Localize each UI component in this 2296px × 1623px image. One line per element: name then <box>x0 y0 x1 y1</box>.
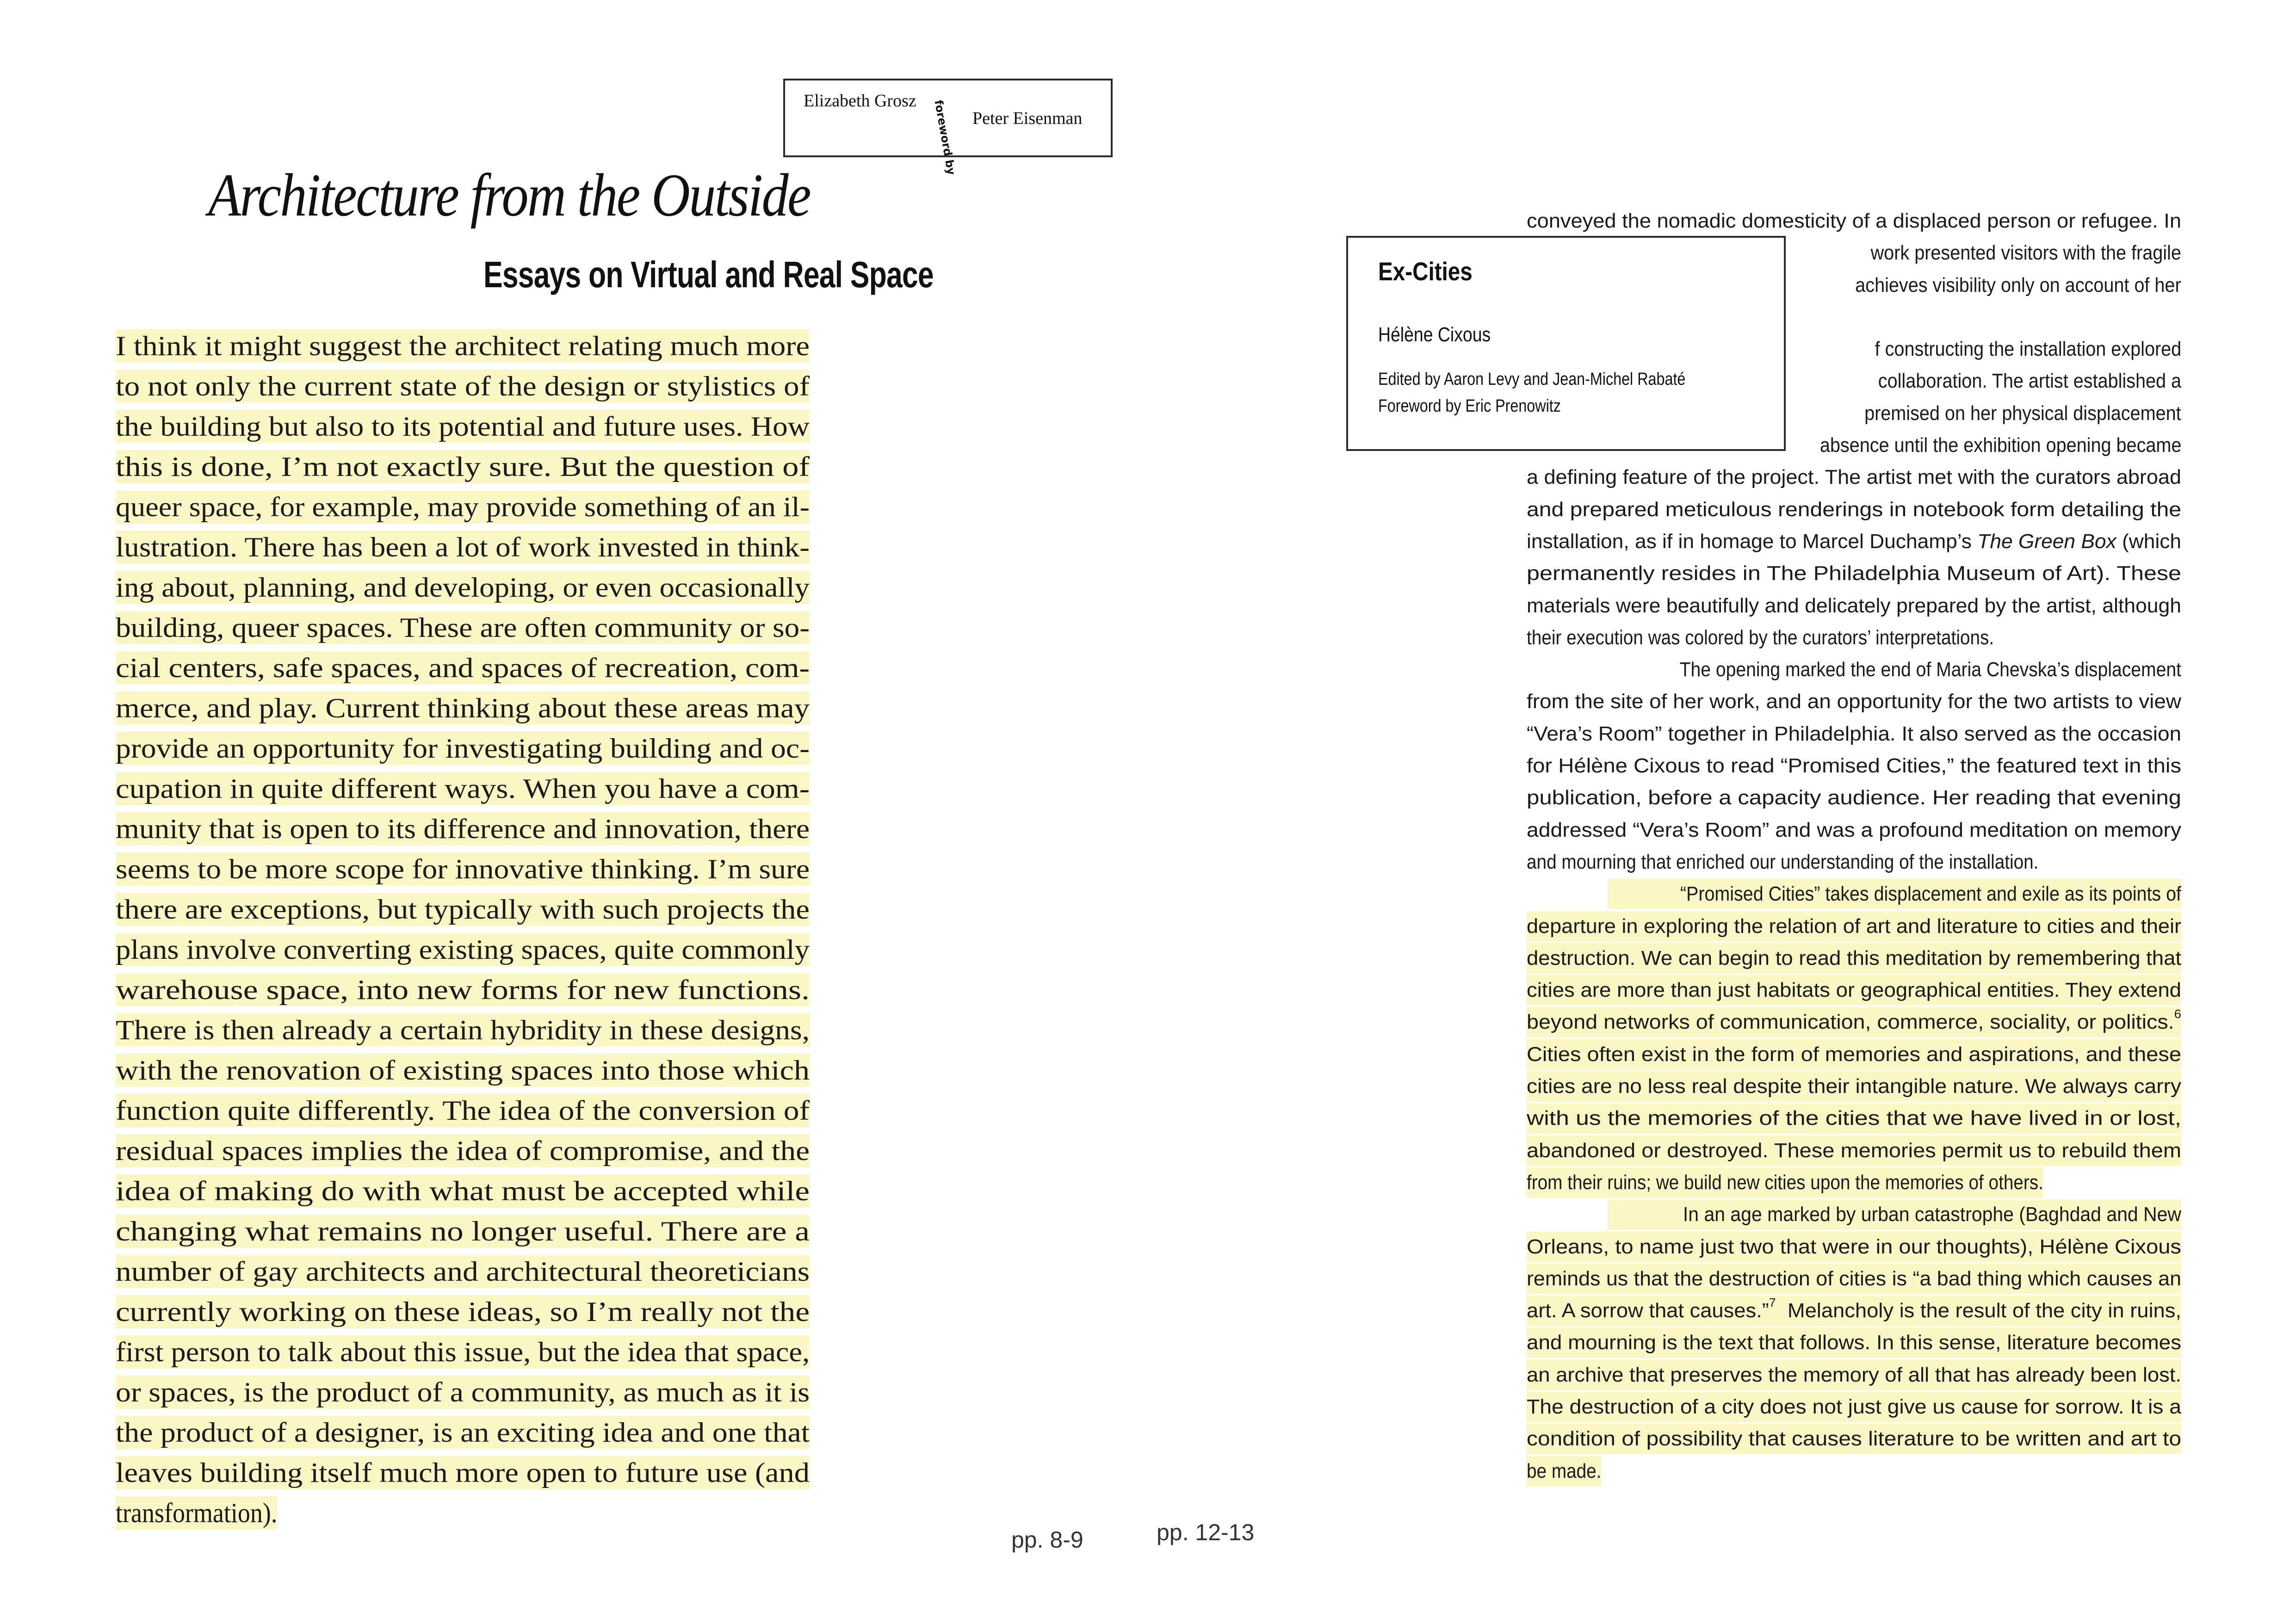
excerpt-line-text: building, queer spaces. These are often community or so- <box>116 611 810 644</box>
body-line-text <box>1527 911 2181 942</box>
page-label-right: pp. 12-13 <box>1157 1519 1255 1545</box>
body-line-main: reminds us that the destruction of cities is “a bad thing which causes an <box>1527 1267 2181 1290</box>
body-line-main: from their ruins; we build new cities upon the memories of others. <box>1527 1171 2043 1194</box>
body-line-main: “Promised Cities” takes displacement and exile as its points of <box>1680 882 2181 906</box>
excerpt-line-text: there are exceptions, but typically with such projects the <box>116 893 810 926</box>
page-label-left: pp. 8-9 <box>1011 1527 1083 1553</box>
excerpt-line <box>116 1295 810 1335</box>
foreword-author: Peter Eisenman <box>972 109 1083 128</box>
body-line-text <box>1527 1039 2181 1070</box>
excerpt-line <box>116 1094 810 1134</box>
body-line-text <box>1527 1007 2181 1037</box>
body-line-main: and mourning is the text that follows. In this sense, literature becomes <box>1527 1331 2181 1354</box>
excerpt-line <box>116 1215 810 1255</box>
body-line-text <box>1527 1264 2181 1294</box>
excerpt-line <box>116 812 810 852</box>
body-line-text <box>1608 654 2181 685</box>
body-line-main: with us the memories of the cities that we have lived in or lost, <box>1527 1107 2181 1130</box>
body-line <box>1527 494 2181 526</box>
body-line <box>1527 1135 2181 1167</box>
body-line <box>1527 943 2181 975</box>
body-line-text <box>1878 366 2181 396</box>
excerpt-line-text: ing about, planning, and developing, or even occasionally <box>116 571 810 604</box>
excerpt-line-text: or spaces, is the product of a community, as much as it is <box>116 1376 810 1409</box>
excerpt-line <box>116 410 810 450</box>
excerpt-line-text: There is then already a certain hybridity in these designs, <box>116 1013 810 1047</box>
body-line <box>1527 879 2181 911</box>
body-line-main: addressed “Vera’s Room” and was a profound meditation on memory <box>1527 818 2181 841</box>
ex-cities-title: Ex-Cities <box>1378 257 1473 286</box>
body-line-main: for Hélène Cixous to read “Promised Cities,” the featured text in this <box>1527 754 2181 778</box>
body-line-text <box>1527 1135 2181 1166</box>
body-line-main: permanently resides in The Philadelphia Museum of Art). These <box>1527 562 2181 585</box>
excerpt-line <box>116 329 810 370</box>
excerpt-line-text: warehouse space, into new forms for new functions. <box>116 973 810 1006</box>
body-line <box>1527 1199 2181 1231</box>
body-line <box>1527 1456 2181 1488</box>
footnote-marker: 7 <box>1769 1296 1776 1310</box>
excerpt-line <box>116 531 810 571</box>
excerpt-line-text: first person to talk about this issue, but the idea that space, <box>116 1335 810 1369</box>
excerpt-line <box>116 450 810 490</box>
excerpt-line-text: leaves building itself much more open to future use (and <box>116 1456 810 1489</box>
body-line-text <box>1527 1232 2181 1262</box>
body-line <box>1527 847 2181 879</box>
body-line-main: from the site of her work, and an opportunity for the two artists to view <box>1527 690 2181 713</box>
body-line <box>1527 526 2181 558</box>
body-line-text <box>1527 591 2181 621</box>
body-line-main: departure in exploring the relation of art and literature to cities and their <box>1527 914 2181 938</box>
body-line-text <box>1527 1424 2181 1454</box>
body-line <box>1527 206 2181 238</box>
excerpt-line-text: number of gay architects and architectural theoreticians <box>116 1255 810 1288</box>
body-line-text <box>1527 1392 2181 1422</box>
ex-cities-foreword: Foreword by Eric Prenowitz <box>1378 396 1561 416</box>
body-line-main: a defining feature of the project. The artist met with the curators abroad <box>1527 466 2181 489</box>
excerpt-line-text: lustration. There has been a lot of work invested in think- <box>116 531 810 564</box>
excerpt-line-text: plans involve converting existing spaces, quite commonly <box>116 933 810 966</box>
book-title: Architecture from the Outside <box>208 161 810 229</box>
excerpt-line-text: to not only the current state of the design or stylistics of <box>116 370 810 403</box>
body-line-text <box>1875 334 2181 364</box>
body-line-text <box>1608 879 2181 909</box>
body-line-text <box>1527 462 2181 493</box>
body-line-text <box>1527 1327 2181 1358</box>
body-line-text <box>1527 558 2181 589</box>
excerpt-line-text: the building but also to its potential and future uses. How <box>116 410 810 443</box>
excerpt-line <box>116 933 810 973</box>
body-line <box>1527 1232 2181 1264</box>
body-line-text <box>1527 783 2181 813</box>
excerpt-line-text: this is done, I’m not exactly sure. But the question of <box>116 450 810 483</box>
ex-cities-author: Hélène Cixous <box>1378 323 1491 346</box>
body-line-main: In an age marked by urban catastrophe (Baghdad and New <box>1683 1203 2181 1226</box>
ex-cities-title-box <box>1346 236 1786 451</box>
body-line <box>1527 1296 2181 1327</box>
body-line <box>1527 815 2181 847</box>
excerpt-line <box>116 1335 810 1376</box>
excerpt-line-text: function quite differently. The idea of the conversion of <box>116 1094 810 1127</box>
excerpt-line <box>116 1174 810 1215</box>
excerpt-line-text: seems to be more scope for innovative thinking. I’m sure <box>116 852 810 886</box>
body-line-main: destruction. We can begin to read this meditation by remembering that <box>1527 946 2181 969</box>
body-line <box>1527 1007 2181 1039</box>
body-line-text <box>1856 270 2181 301</box>
excerpt-line <box>116 852 810 893</box>
body-line-main: work presented visitors with the fragile <box>1870 241 2181 265</box>
excerpt-line-text: cupation in quite different ways. When you have a com- <box>116 772 810 805</box>
excerpt-line-text: the product of a designer, is an exciting idea and one that <box>116 1416 810 1449</box>
excerpt-line-text: I think it might suggest the architect relating much more <box>116 329 810 363</box>
body-line-text <box>1864 398 2181 429</box>
authors-box <box>783 79 1113 176</box>
body-line <box>1527 686 2181 718</box>
body-line <box>1527 558 2181 590</box>
body-line-text <box>1527 847 2038 877</box>
excerpt-line <box>116 1376 810 1416</box>
body-line-text <box>1527 943 2181 974</box>
excerpt-line <box>116 490 810 531</box>
excerpt-line-text: residual spaces implies the idea of compromise, and the <box>116 1134 810 1167</box>
body-line-main: condition of possibility that causes literature to be written and art to <box>1527 1427 2181 1450</box>
body-line-main: an archive that preserves the memory of all that has already been lost. <box>1527 1363 2181 1386</box>
excerpt-line-text: changing what remains no longer useful. There are a <box>116 1215 810 1248</box>
excerpt-line-text: transformation). <box>116 1496 277 1530</box>
left-page-excerpt <box>116 329 810 1537</box>
body-line <box>1527 911 2181 943</box>
excerpt-line <box>116 370 810 410</box>
excerpt-line <box>116 1134 810 1174</box>
excerpt-line <box>116 732 810 772</box>
book-subtitle: Essays on Virtual and Real Space <box>483 254 934 295</box>
body-line-main: Cities often exist in the form of memories and aspirations, and these <box>1527 1043 2181 1066</box>
foreword-label: foreword by <box>932 99 958 176</box>
body-line-main: and mourning that enriched our understanding of the installation. <box>1527 850 2039 873</box>
body-line <box>1527 1392 2181 1424</box>
body-line <box>1527 1039 2181 1071</box>
body-line-main: Orleans, to name just two that were in our thoughts), Hélène Cixous <box>1527 1235 2181 1258</box>
body-line <box>1527 1071 2181 1103</box>
body-line-text <box>1527 623 1994 653</box>
excerpt-line <box>116 1496 810 1537</box>
body-line-text <box>1608 1199 2181 1230</box>
body-line <box>1527 654 2181 686</box>
body-line-main: “Vera’s Room” together in Philadelphia. It also served as the occasion <box>1527 722 2181 745</box>
excerpt-line <box>116 1456 810 1496</box>
body-line-main: art. A sorrow that causes.” <box>1527 1299 1769 1322</box>
body-line-main: achieves visibility only on account of her <box>1855 273 2181 296</box>
body-line <box>1527 1103 2181 1135</box>
body-line <box>1527 975 2181 1007</box>
body-line <box>1527 623 2181 654</box>
excerpt-line-text: cial centers, safe spaces, and spaces of recreation, com- <box>116 651 810 685</box>
excerpt-line-text: provide an opportunity for investigating building and oc- <box>116 732 810 765</box>
body-line-main: absence until the exhibition opening became <box>1819 434 2181 457</box>
body-line <box>1527 783 2181 815</box>
body-line <box>1527 1360 2181 1392</box>
excerpt-line <box>116 571 810 611</box>
body-line-text <box>1871 238 2181 268</box>
excerpt-line <box>116 973 810 1013</box>
body-line-text <box>1527 751 2181 781</box>
body-line-tail: Melancholy is the result of the city in ruins, <box>1776 1299 2181 1322</box>
body-line-text <box>1527 815 2181 845</box>
excerpt-line <box>116 651 810 691</box>
body-line-text <box>1527 719 2181 749</box>
excerpt-line-text: merce, and play. Current thinking about these areas may <box>116 691 810 725</box>
excerpt-line <box>116 691 810 732</box>
body-line <box>1527 591 2181 623</box>
excerpt-line <box>116 1416 810 1456</box>
body-line-main: cities are no less real despite their intangible nature. We always carry <box>1527 1075 2181 1098</box>
body-line-main: conveyed the nomadic domesticity of a displaced person or refugee. In <box>1527 210 2181 232</box>
body-line-main: premised on her physical displacement <box>1864 401 2181 425</box>
body-line-main: installation, as if in homage to Marcel Duchamp’s The Green Box (which <box>1527 530 2181 553</box>
body-line-text <box>1527 526 2181 557</box>
body-line-text <box>1527 1103 2181 1134</box>
body-line <box>1527 719 2181 751</box>
body-line-main: The destruction of a city does not just give us cause for sorrow. It is a <box>1527 1395 2181 1418</box>
excerpt-line <box>116 611 810 651</box>
body-line-text <box>1527 975 2181 1006</box>
excerpt-line-text: idea of making do with what must be accepted while <box>116 1174 810 1208</box>
ex-cities-editors: Edited by Aaron Levy and Jean-Michel Rabaté <box>1378 370 1686 389</box>
body-line-main: their execution was colored by the curators’ interpretations. <box>1527 626 1994 649</box>
body-line-text <box>1819 430 2181 461</box>
body-line <box>1527 751 2181 783</box>
body-line-main: publication, before a capacity audience. Her reading that evening <box>1527 786 2181 809</box>
excerpt-line-text: queer space, for example, may provide something of an il- <box>116 490 810 524</box>
body-line <box>1527 1167 2181 1199</box>
body-line-main: be made. <box>1527 1459 1602 1482</box>
excerpt-line-text: currently working on these ideas, so I’m really not the <box>116 1295 810 1328</box>
body-line-text <box>1527 1456 1601 1487</box>
excerpt-line <box>116 1013 810 1054</box>
body-line-text <box>1527 206 2181 236</box>
body-line-text <box>1527 686 2181 717</box>
excerpt-line <box>116 1054 810 1094</box>
body-line <box>1527 1424 2181 1456</box>
body-line-main: The opening marked the end of Maria Chevska’s displacement <box>1679 658 2181 681</box>
footnote-marker: 6 <box>2174 1007 2181 1021</box>
excerpt-line <box>116 1255 810 1295</box>
body-line-text <box>1527 1360 2181 1390</box>
body-line <box>1527 1327 2181 1359</box>
body-line-text <box>1527 1167 2043 1198</box>
body-line-main: cities are more than just habitats or geographical entities. They extend <box>1527 979 2181 1002</box>
body-line <box>1527 1264 2181 1296</box>
body-line-text <box>1527 1071 2181 1102</box>
body-line-main: and prepared meticulous renderings in notebook form detailing the <box>1527 498 2181 521</box>
body-line-text <box>1527 494 2181 525</box>
excerpt-line <box>116 772 810 812</box>
body-line <box>1527 462 2181 494</box>
body-line-main: materials were beautifully and delicately prepared by the artist, although <box>1527 594 2181 617</box>
author-name: Elizabeth Grosz <box>804 91 916 111</box>
excerpt-line-text: munity that is open to its difference and innovation, there <box>116 812 810 845</box>
body-line-main: f constructing the installation explored <box>1875 338 2181 361</box>
body-line-main: abandoned or destroyed. These memories permit us to rebuild them <box>1527 1139 2181 1162</box>
body-line-main: beyond networks of communication, commerce, sociality, or politics. <box>1527 1011 2174 1034</box>
body-line-main: collaboration. The artist established a <box>1878 370 2181 393</box>
italic-title: The Green Box <box>1977 530 2117 553</box>
excerpt-line <box>116 893 810 933</box>
body-line-text <box>1527 1296 2181 1326</box>
excerpt-line-text: with the renovation of existing spaces into those which <box>116 1054 810 1087</box>
